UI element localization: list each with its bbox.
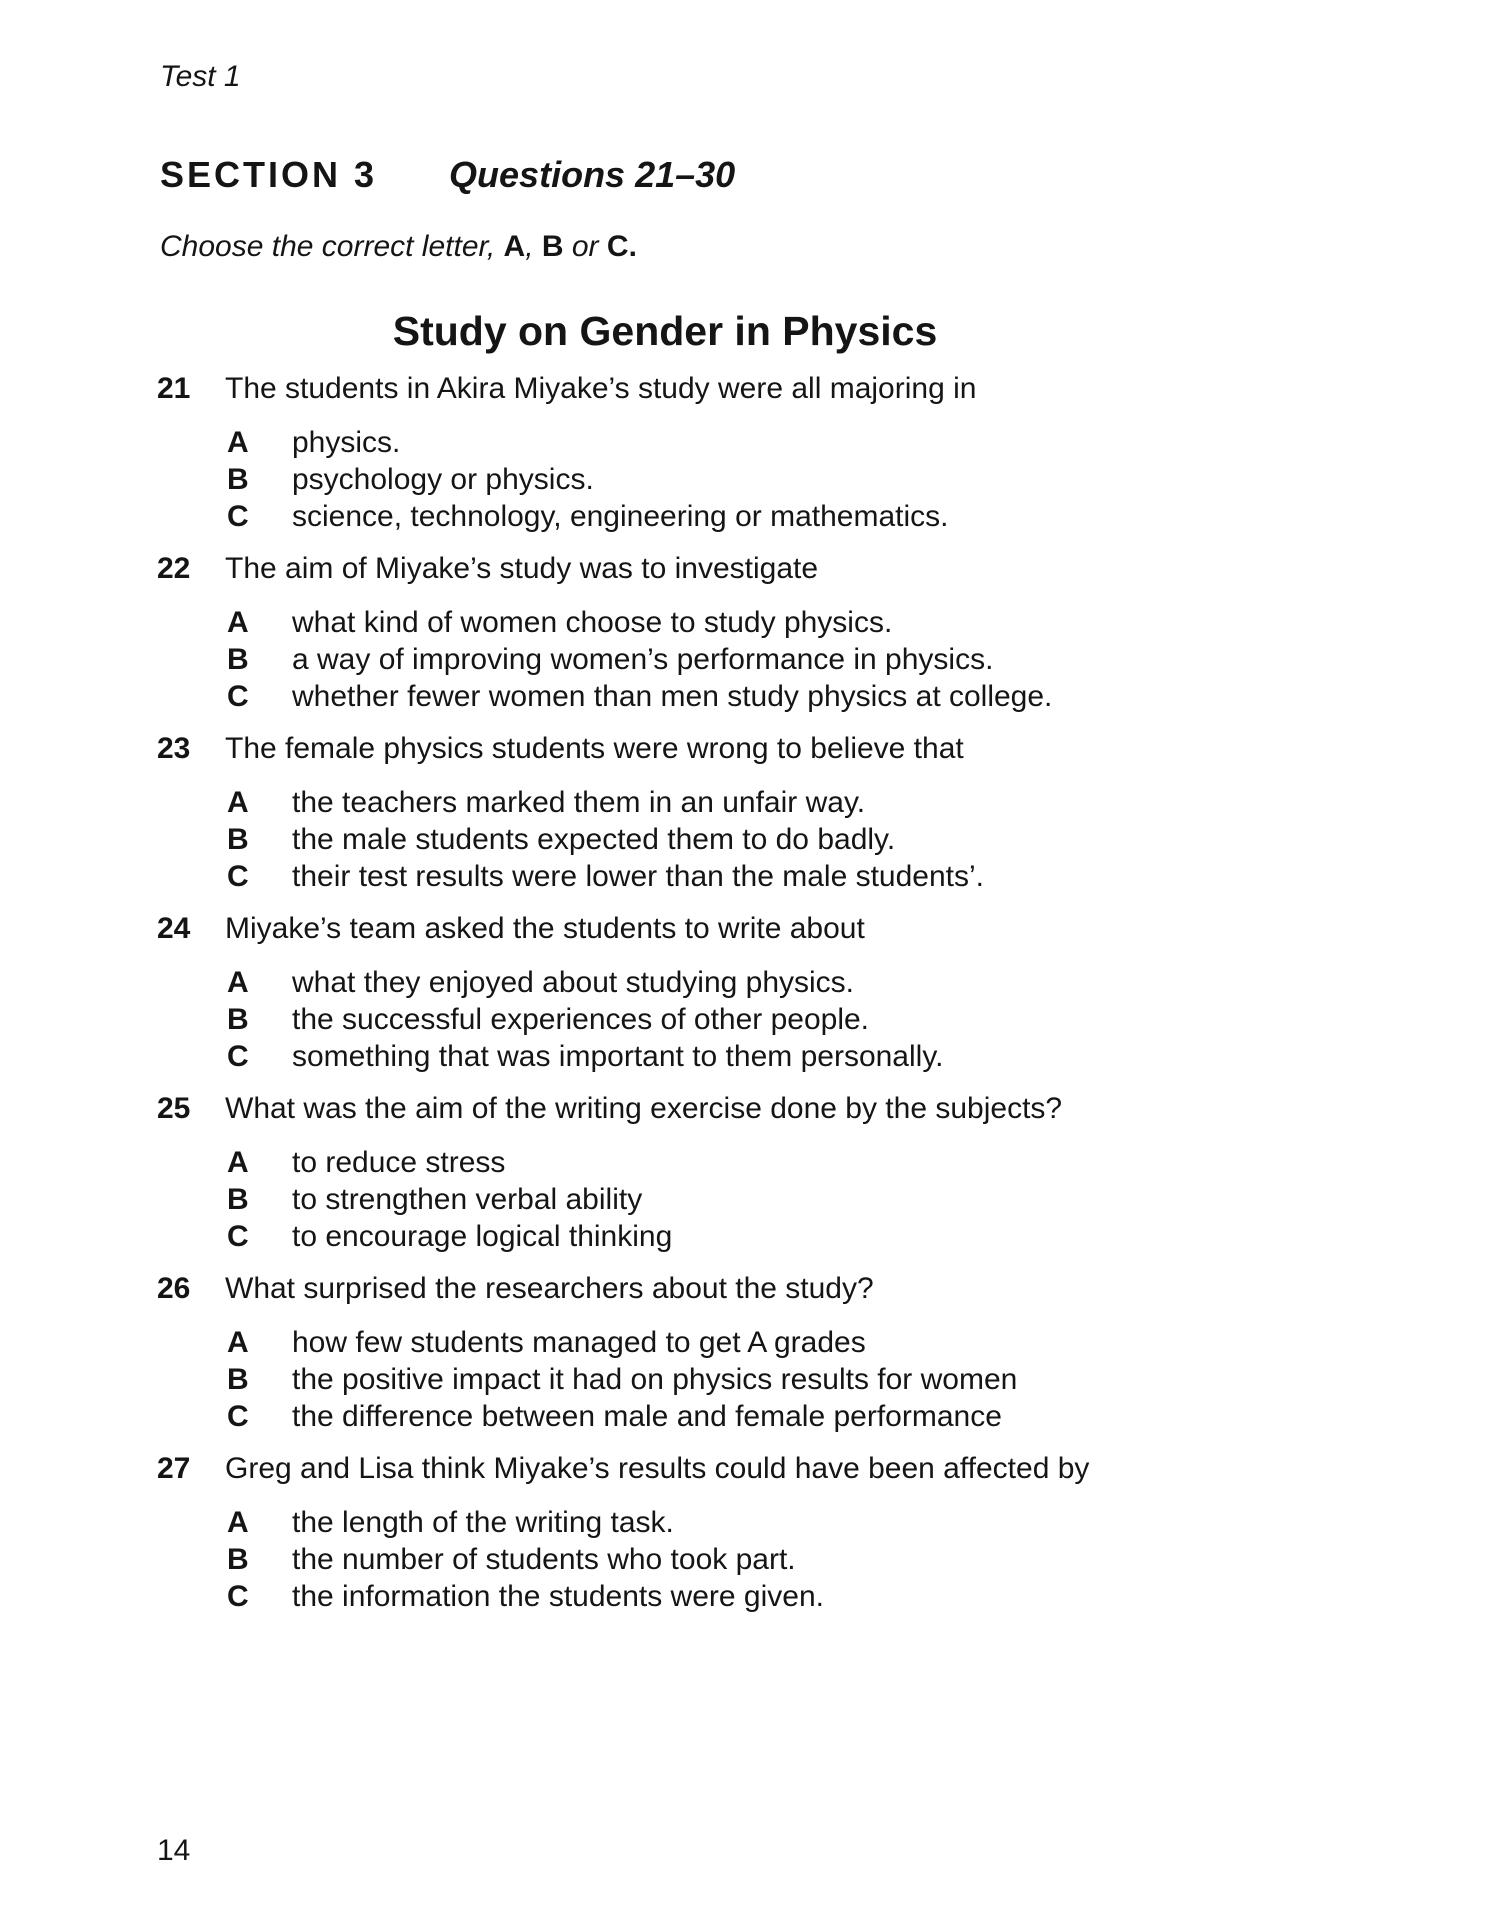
option-letter: B bbox=[227, 643, 249, 676]
option-letter: B bbox=[227, 1363, 249, 1396]
study-title: Study on Gender in Physics bbox=[392, 308, 938, 354]
option-letter: A bbox=[227, 1506, 249, 1539]
question-22 bbox=[157, 552, 1357, 717]
option-letter: C bbox=[227, 1040, 249, 1073]
option-list bbox=[157, 1146, 1357, 1257]
option-text: to reduce stress bbox=[292, 1146, 506, 1179]
option-text: to encourage logical thinking bbox=[292, 1220, 673, 1253]
option-b bbox=[157, 643, 1357, 680]
question-text: What was the aim of the writing exercise done by the subjects? bbox=[225, 1092, 1063, 1125]
option-text: the information the students were given. bbox=[292, 1580, 824, 1613]
option-a bbox=[157, 1326, 1357, 1363]
instruction-letter-b: B bbox=[541, 230, 564, 263]
question-stem bbox=[157, 1272, 1357, 1314]
question-number: 25 bbox=[157, 1092, 191, 1125]
option-text: physics. bbox=[292, 426, 401, 459]
option-c bbox=[157, 680, 1357, 717]
option-letter: A bbox=[227, 786, 249, 819]
option-letter: B bbox=[227, 463, 249, 496]
section-label: SECTION 3 bbox=[160, 154, 378, 195]
option-text: the successful experiences of other people. bbox=[292, 1003, 870, 1036]
section-heading bbox=[160, 154, 735, 196]
instruction-letter-a: A bbox=[503, 230, 526, 263]
question-stem bbox=[157, 372, 1357, 414]
question-27 bbox=[157, 1452, 1357, 1617]
option-c bbox=[157, 1220, 1357, 1257]
option-b bbox=[157, 1003, 1357, 1040]
instruction-period: . bbox=[628, 230, 637, 263]
option-letter: A bbox=[227, 606, 249, 639]
option-a bbox=[157, 786, 1357, 823]
option-text: the length of the writing task. bbox=[292, 1506, 674, 1539]
option-list bbox=[157, 1506, 1357, 1617]
question-text: The female physics students were wrong to believe that bbox=[225, 732, 964, 765]
instruction-or: or bbox=[563, 230, 607, 263]
option-c bbox=[157, 1400, 1357, 1437]
option-letter: B bbox=[227, 1003, 249, 1036]
page-number: 14 bbox=[157, 1834, 191, 1867]
instruction bbox=[160, 230, 637, 264]
option-text: science, technology, engineering or mathematics. bbox=[292, 500, 949, 533]
option-b bbox=[157, 463, 1357, 500]
option-letter: C bbox=[227, 1580, 249, 1613]
option-letter: C bbox=[227, 860, 249, 893]
option-b bbox=[157, 1183, 1357, 1220]
option-text: psychology or physics. bbox=[292, 463, 594, 496]
running-head: Test 1 bbox=[160, 60, 241, 93]
question-23 bbox=[157, 732, 1357, 897]
question-21 bbox=[157, 372, 1357, 537]
question-number: 27 bbox=[157, 1452, 191, 1485]
option-c bbox=[157, 1040, 1357, 1077]
question-stem bbox=[157, 732, 1357, 774]
option-text: the positive impact it had on physics results for women bbox=[292, 1363, 1018, 1396]
option-letter: A bbox=[227, 966, 249, 999]
option-list bbox=[157, 426, 1357, 537]
question-stem bbox=[157, 552, 1357, 594]
instruction-text: Choose the correct letter, bbox=[160, 230, 504, 263]
question-number: 26 bbox=[157, 1272, 191, 1305]
question-number: 24 bbox=[157, 912, 191, 945]
option-letter: B bbox=[227, 1183, 249, 1216]
option-letter: C bbox=[227, 1400, 249, 1433]
question-text: Miyake’s team asked the students to write about bbox=[225, 912, 865, 945]
option-text: their test results were lower than the male students’. bbox=[292, 860, 984, 893]
option-a bbox=[157, 606, 1357, 643]
option-letter: B bbox=[227, 823, 249, 856]
option-c bbox=[157, 1580, 1357, 1617]
option-letter: A bbox=[227, 1146, 249, 1179]
option-b bbox=[157, 1543, 1357, 1580]
option-text: to strengthen verbal ability bbox=[292, 1183, 643, 1216]
option-c bbox=[157, 500, 1357, 537]
question-text: The students in Akira Miyake’s study were all majoring in bbox=[225, 372, 977, 405]
instruction-letter-c: C bbox=[606, 230, 629, 263]
option-letter: A bbox=[227, 426, 249, 459]
option-text: the number of students who took part. bbox=[292, 1543, 796, 1576]
option-letter: C bbox=[227, 1220, 249, 1253]
option-text: the difference between male and female performance bbox=[292, 1400, 1002, 1433]
question-26 bbox=[157, 1272, 1357, 1437]
section-range: Questions 21–30 bbox=[449, 154, 736, 195]
question-text: Greg and Lisa think Miyake’s results could have been affected by bbox=[225, 1452, 1090, 1485]
question-25 bbox=[157, 1092, 1357, 1257]
option-list bbox=[157, 1326, 1357, 1437]
option-text: how few students managed to get A grades bbox=[292, 1326, 866, 1359]
option-list bbox=[157, 606, 1357, 717]
question-stem bbox=[157, 1092, 1357, 1134]
option-text: the male students expected them to do badly. bbox=[292, 823, 896, 856]
option-a bbox=[157, 1506, 1357, 1543]
option-c bbox=[157, 860, 1357, 897]
question-stem bbox=[157, 912, 1357, 954]
option-letter: B bbox=[227, 1543, 249, 1576]
option-list bbox=[157, 786, 1357, 897]
question-number: 23 bbox=[157, 732, 191, 765]
option-b bbox=[157, 1363, 1357, 1400]
option-b bbox=[157, 823, 1357, 860]
question-text: What surprised the researchers about the study? bbox=[225, 1272, 874, 1305]
question-24 bbox=[157, 912, 1357, 1077]
option-text: whether fewer women than men study physics at college. bbox=[292, 680, 1053, 713]
option-a bbox=[157, 966, 1357, 1003]
option-text: what kind of women choose to study physics. bbox=[292, 606, 893, 639]
option-text: something that was important to them personally. bbox=[292, 1040, 944, 1073]
question-number: 21 bbox=[157, 372, 191, 405]
option-letter: C bbox=[227, 680, 249, 713]
question-text: The aim of Miyake’s study was to investigate bbox=[225, 552, 819, 585]
question-stem bbox=[157, 1452, 1357, 1494]
option-letter: A bbox=[227, 1326, 249, 1359]
question-list bbox=[157, 372, 1357, 1632]
question-number: 22 bbox=[157, 552, 191, 585]
option-list bbox=[157, 966, 1357, 1077]
option-letter: C bbox=[227, 500, 249, 533]
instruction-comma: , bbox=[525, 230, 542, 263]
option-a bbox=[157, 426, 1357, 463]
option-text: a way of improving women’s performance in physics. bbox=[292, 643, 994, 676]
option-a bbox=[157, 1146, 1357, 1183]
option-text: what they enjoyed about studying physics. bbox=[292, 966, 855, 999]
option-text: the teachers marked them in an unfair way. bbox=[292, 786, 866, 819]
